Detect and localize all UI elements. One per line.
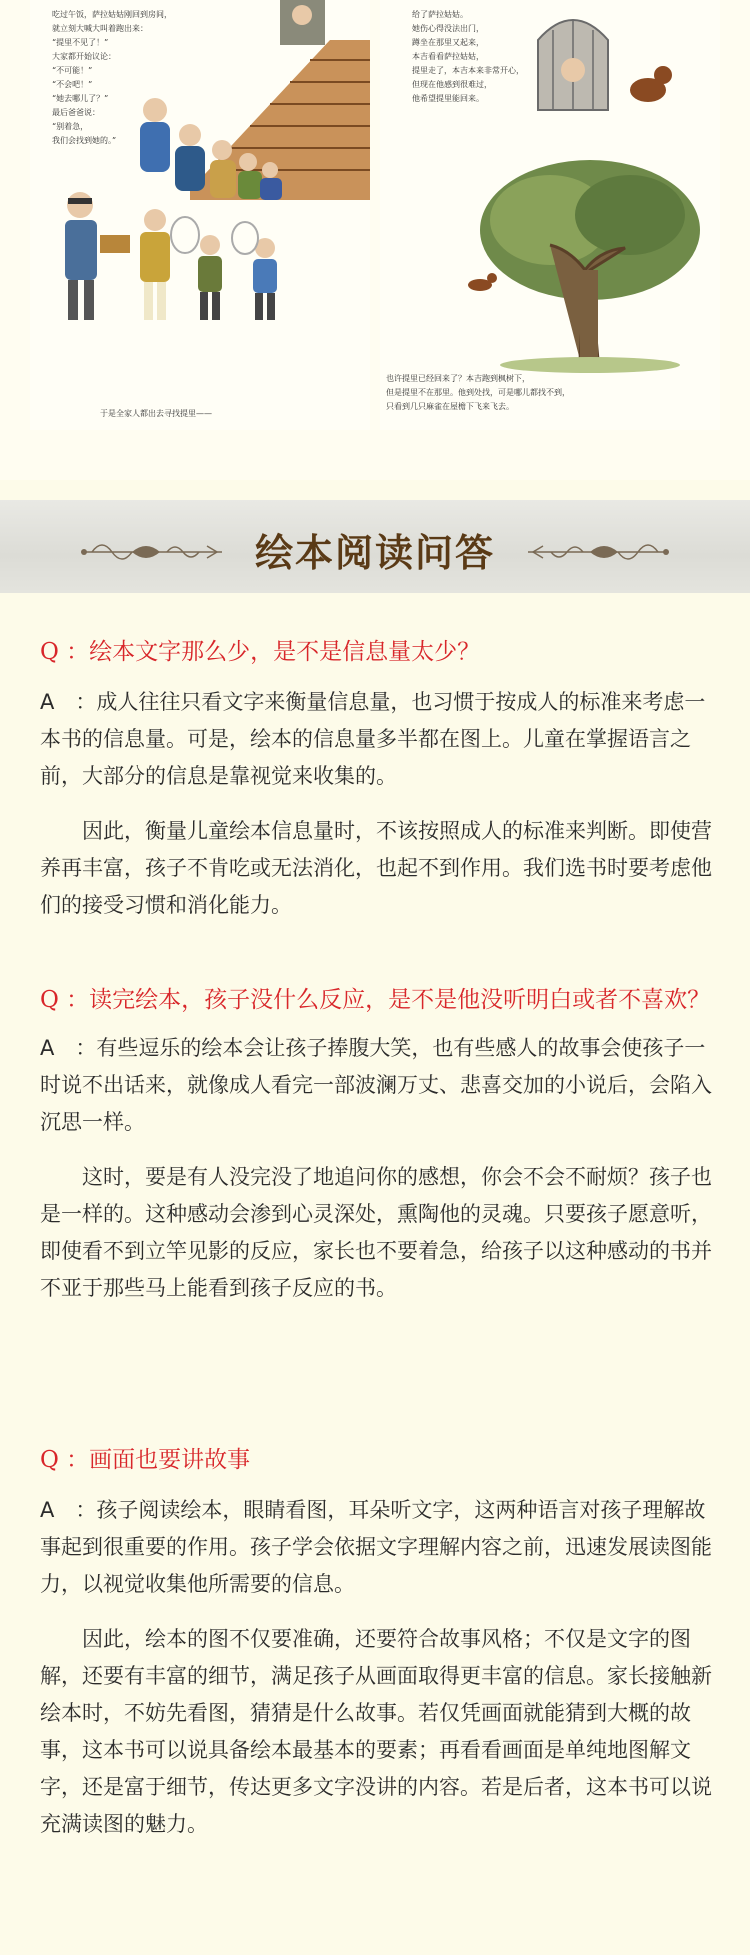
- question-3: Q ：画面也要讲故事: [40, 1447, 251, 1473]
- qa-item-1: [40, 632, 720, 924]
- qa-item-2: [40, 980, 720, 1307]
- answer-3-paragraph-2: 因此，绘本的图不仅要准确，还要符合故事风格；不仅是文字的图解，还要有丰富的细节，满足孩子从画面取得更丰富的信息。家长接触新绘本时，不妨先看图，猜猜是什么故事。若仅凭画面就能猜到大概的故事，这本书可以说具备绘本最基本的要素；再看看画面是单纯地图解文字，还是富于细节，传达更多文字没讲的内容。若是后者，这本书可以说充满读图的魅力。: [40, 1627, 712, 1836]
- answer-3-paragraph-1: A ：孩子阅读绘本，眼睛看图，耳朵听文字，这两种语言对孩子理解故事起到很重要的作用。孩子学会依据文字理解内容之前，迅速发展读图能力，以视觉收集他所需要的信息。: [40, 1498, 712, 1596]
- answer-2-paragraph-1: A ：有些逗乐的绘本会让孩子捧腹大笑，也有些感人的故事会使孩子一时说不出话来，就像成人看完一部波澜万丈、悲喜交加的小说后，会陷入沉思一样。: [40, 1036, 712, 1134]
- staircase-family-art: [130, 0, 370, 200]
- question-2: Q ：读完绘本，孩子没什么反应，是不是他没听明白或者不喜欢？: [40, 987, 711, 1013]
- window-dog-art: [528, 0, 688, 120]
- answer-1-paragraph-2: 因此，衡量儿童绘本信息量时，不该按照成人的标准来判断。即使营养再丰富，孩子不肯吃或无法消化，也起不到作用。我们选书时要考虑他们的接受习惯和消化能力。: [40, 819, 712, 917]
- story-text-right: 给了萨拉姑姑。 她伤心得没法出门， 蹲坐在那里又起来， 本吉看看萨拉姑姑， 提里走了，本吉本来非常开心， 但现在他感到很难过， 他希望提里能回来。: [412, 10, 524, 103]
- answer-1-paragraph-1: A ：成人往往只看文字来衡量信息量，也习惯于按成人的标准来考虑一本书的信息量。可是，绘本的信息量多半都在图上。儿童在掌握语言之前，大部分的信息是靠视觉来收集的。: [40, 690, 706, 788]
- left-page: [30, 0, 370, 430]
- story-caption-right: 也许提里已经回来了？本吉跑到枫树下， 但是提里不在那里。他到处找，可是哪儿都找不到， 只看到几只麻雀在屋檐下飞来飞去。: [386, 374, 570, 411]
- story-text-left: 吃过午饭，萨拉姑姑刚回到房间， 就立刻大喊大叫着跑出来： “提里不见了！” 大家都开始议论： “不可能！” “不会吧！” “她去哪儿了？” 最后爸爸说： “别着急， 我们会找到她的。”: [52, 10, 172, 145]
- right-page: [380, 0, 720, 430]
- tree-art: [440, 160, 720, 390]
- question-1: Q ：绘本文字那么少，是不是信息量太少？: [40, 639, 481, 665]
- answer-2-paragraph-2: 这时，要是有人没完没了地追问你的感想，你会不会不耐烦？孩子也是一样的。这种感动会渗到心灵深处，熏陶他的灵魂。只要孩子愿意听，即使看不到立竿见影的反应，家长也不要着急，给孩子以这种感动的书并不亚于那些马上能看到孩子反应的书。: [40, 1165, 712, 1300]
- qa-section-banner: [0, 500, 750, 593]
- family-walking-art: [40, 190, 370, 340]
- qa-item-3: [40, 1440, 720, 1843]
- picture-book-illustration: [0, 0, 750, 480]
- right-flourish-icon: [518, 534, 678, 568]
- story-caption-left: 于是全家人都出去寻找提里——: [100, 409, 212, 418]
- qa-section-title: 绘本阅读问答: [254, 530, 495, 575]
